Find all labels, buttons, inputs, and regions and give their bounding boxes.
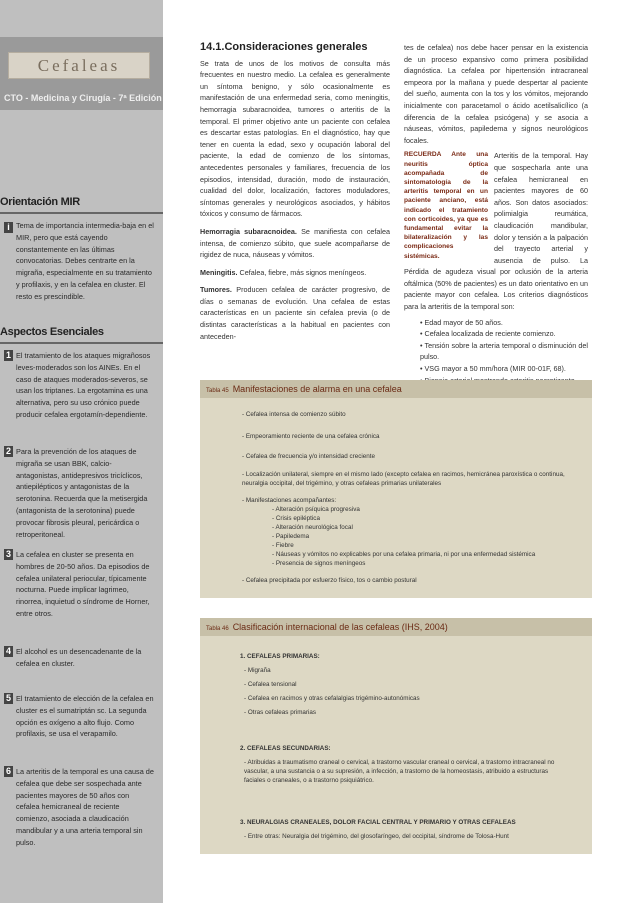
chapter-title: Cefaleas: [8, 52, 150, 79]
table-row: - Presencia de signos meníngeos: [272, 560, 366, 567]
table-row: - Alteración neurológica focal: [272, 524, 353, 531]
main-column: [200, 42, 390, 348]
aspecto-number: 3: [5, 549, 11, 559]
criteria-item: • VSG mayor a 50 mm/hora (MIR 00-01F, 68).: [420, 364, 566, 374]
aspecto-number: 1: [5, 350, 11, 360]
table-row: - Cefalea precipitada por esfuerzo físico, tos o cambio postural: [242, 577, 417, 584]
table-row: - Cefalea en racimos y otras cefalalgias trigémino-autonómicas: [244, 695, 420, 702]
table-row: - Empeoramiento reciente de una cefalea crónica: [242, 433, 380, 440]
aspecto-text: Para la prevención de los ataques de migraña se usan BBK, calcio-antagonistas, antidepresivos tricíclicos, antiepilépticos y antagonistas de la serotonina. Recuerda que la metisergida (antagonista de la serotonina) puede provocar fibrosis pleural, pericárdica o retroperitoneal.: [16, 447, 148, 539]
table-title: Clasificación internacional de las cefaleas (IHS, 2004): [232, 622, 448, 632]
divider: [0, 342, 163, 344]
table-row: - Migraña: [244, 667, 271, 674]
aspecto-item: [2, 693, 154, 740]
table-row: - Crisis epiléptica: [272, 515, 320, 522]
table-46: [200, 618, 592, 854]
table-45: [200, 380, 592, 598]
table-row: - Fiebre: [272, 542, 294, 549]
recuerda-box: RECUERDA Ante una neuritis óptica acompañada de sintomatología de la arteritis temporal en un paciente anciano, está indicado el tratamiento con corticoides, ya que es fundamental evitar la bilateralización y las complicaciones sistémicas.: [404, 151, 488, 260]
criteria-item: • Tensión sobre la arteria temporal o disminución del pulso.: [420, 340, 588, 362]
aspecto-item: [2, 646, 154, 670]
table-section: 3. NEURALGIAS CRANEALES, DOLOR FACIAL CENTRAL Y PRIMARIO Y OTRAS CEFALEAS: [240, 819, 516, 826]
aspecto-number: 4: [5, 646, 11, 656]
table-tag: Tabla 46: [206, 626, 229, 632]
arteritis-paragraph: [404, 150, 588, 312]
criteria-item: • Edad mayor de 50 años.: [420, 317, 503, 327]
table-row: - Atribuidas a traumatismo craneal o cervical, a trastorno vascular craneal o cervical, a trastorno intracraneal no vascular, a una sustancia o a su supresión, a infección, a trastorno de la homeostasis, atribuido a estructuras faciales o craneales, o a trastorno psiquiátrico.: [244, 759, 555, 784]
table-row: - Cefalea de frecuencia y/o intensidad creciente: [242, 453, 376, 460]
table-section: 2. CEFALEAS SECUNDARIAS:: [240, 745, 331, 752]
aspectos-heading: Aspectos Esenciales: [0, 326, 104, 338]
hsa-paragraph: [200, 226, 390, 261]
table-45-header: [200, 380, 592, 398]
aspecto-item: [2, 350, 154, 421]
aspecto-number: 2: [5, 446, 11, 456]
table-row: - Náuseas y vómitos no explicables por una cefalea primaria, ni por una enfermedad sistémica: [272, 551, 536, 558]
right-column: [404, 42, 588, 386]
table-row: - Cefalea tensional: [244, 681, 297, 688]
table-row: - Otras cefaleas primarias: [244, 709, 317, 716]
aspecto-number: 6: [5, 766, 11, 776]
aspecto-text: El alcohol es un desencadenante de la cefalea en cluster.: [16, 647, 142, 668]
arteritis-term: Arteritis de la temporal.: [494, 151, 572, 161]
meningitis-text: Cefalea, fiebre, más signos meníngeos.: [237, 267, 367, 277]
divider: [0, 212, 163, 214]
aspecto-item: [2, 549, 154, 620]
aspecto-text: El tratamiento de los ataques migrañosos leves-moderados son los AINEs. En el caso de ataques moderados-severos, se usan los triptanes. La ergotamina es una alternativa, pero su uso crónico puede producir cefalea ergotamín-dependiente.: [16, 351, 151, 419]
hsa-term: Hemorragia subaracnoidea.: [200, 226, 297, 236]
aspecto-item: [2, 766, 154, 849]
edition-label: CTO - Medicina y Cirugía - 7ª Edición: [4, 93, 162, 103]
tumores-text: Producen cefalea de carácter progresivo, de días o semanas de evolución. Una cefalea de estas características en un paciente sin cefalea previa (o de distintas características a la habitual en pacientes con anteceden-: [200, 285, 390, 341]
section-heading: 14.1.Consideraciones generales: [200, 41, 368, 53]
table-tag: Tabla 45: [206, 388, 229, 394]
meningitis-paragraph: [200, 267, 390, 279]
table-row: - Entre otras: Neuralgia del trigémino, del glosofaríngeo, del occipital, síndrome de Tolosa-Hunt: [244, 833, 509, 840]
table-section: 1. CEFALEAS PRIMARIAS:: [240, 653, 320, 660]
tumores-paragraph: [200, 284, 390, 342]
sidebar: [0, 0, 163, 903]
orientacion-block: [2, 220, 154, 303]
aspecto-item: [2, 446, 154, 540]
aspecto-text: La cefalea en cluster se presenta en hombres de 20-50 años. Da episodios de cefalea unilateral periocular, típicamente nocturna. Puede implicar lagrimeo, rinorrea, inquietud o síndrome de Horner, entre otros.: [16, 550, 150, 618]
hsa-text: Se manifiesta con cefalea intensa, de comienzo súbito, que suele acompañarse de rigidez de nuca, náuseas y vómitos.: [200, 226, 390, 260]
criteria-list: [404, 317, 588, 387]
aspecto-text: La arteritis de la temporal es una causa de cefalea que debe ser sospechada ante pacientes mayores de 50 años con cefalea hemicraneal de reciente comienzo, asociada a claudicación mandibular y a una arteria temporal sin pulso.: [16, 767, 154, 847]
intro-paragraph: Se trata de unos de los motivos de consulta más frecuentes en nuestro medio. La cefalea es generalmente un síntoma benigno, y sólo ocasionalmente es manifestación de una enfermedad seria, como meningitis, hemorragia subaracnoidea, tumores o arteritis de la temporal. El primer objetivo ante un paciente con cefalea es descartar estas patologías. En el diagnóstico, hay que tener en cuenta la edad, sexo y ocupación laboral del paciente, la edad de comienzo de los síntomas, antecedentes personales y familiares, frecuencia de los episodios, intensidad, duración, modo de instauración, cualidad del dolor, localización, factores moduladores, síntomas generales y neurológicos asociados, y hábitos tóxicos y consumo de fármacos.: [200, 58, 390, 219]
table-row: - Manifestaciones acompañantes:: [242, 497, 337, 504]
criteria-item: • Cefalea localizada de reciente comienzo.: [420, 329, 556, 339]
orientacion-icon: i: [4, 222, 13, 233]
meningitis-term: Meningitis.: [200, 267, 238, 277]
tumores-term: Tumores.: [200, 285, 232, 295]
aspecto-text: El tratamiento de elección de la cefalea en cluster es el sumatriptán sc. La segunda opción es oxígeno a alto flujo. Como profilaxis, se usa el verapamilo.: [16, 694, 154, 739]
continued-paragraph: tes de cefalea) nos debe hacer pensar en la existencia de un proceso expansivo como primera posibilidad diagnóstica. La cefalea por hipertensión intracraneal empeora por la mañana y puede despertar al paciente del sueño, aumenta con la tos y los vómitos, mejorando inicialmente con paracetamol o ácido acetilsalicílico (a diferencia de la cefalea psicógena) y se asocia a náuseas, vómitos, papiledema y signos neurológicos focales.: [404, 43, 588, 145]
orientacion-text: Tema de importancia intermedia-baja en el MIR, pero que está cayendo constantemente en las últimas convocatorias. Debes centrarte en la migraña, especialmente en su tratamiento y profilaxis, y en la cefalea en cluster. El resto es prescindible.: [16, 221, 154, 301]
table-46-header: [200, 618, 592, 636]
table-row: - Cefalea intensa de comienzo súbito: [242, 411, 346, 418]
table-row: - Papiledema: [272, 533, 310, 540]
table-title: Manifestaciones de alarma en una cefalea: [232, 384, 402, 394]
orientacion-heading: Orientación MIR: [0, 196, 80, 208]
table-row: - Localización unilateral, siempre en el mismo lado (excepto cefalea en racimos, hemicránea paroxística o continua, neuralgia occipital, del trigémino, y otras cefaleas primarias unilaterales: [242, 471, 565, 487]
aspecto-number: 5: [5, 693, 11, 703]
table-row: - Alteración psíquica progresiva: [272, 506, 360, 513]
arteritis-text: Hay que sospecharla ante una cefalea hemicraneal en pacientes mayores de 60 años. Son datos asociados: polimialgia reumática, claudicación mandibular, dolor y tensión a la palpación del trayecto arterial y ausencia de pulso. La Pérdida de agudeza visual por oclusión de la arteria oftálmica (50% de pacientes) es un dato orientativo en un paciente mayor con cefalea. Los criterios diagnósticos para la arteritis de la temporal son:: [404, 151, 588, 312]
